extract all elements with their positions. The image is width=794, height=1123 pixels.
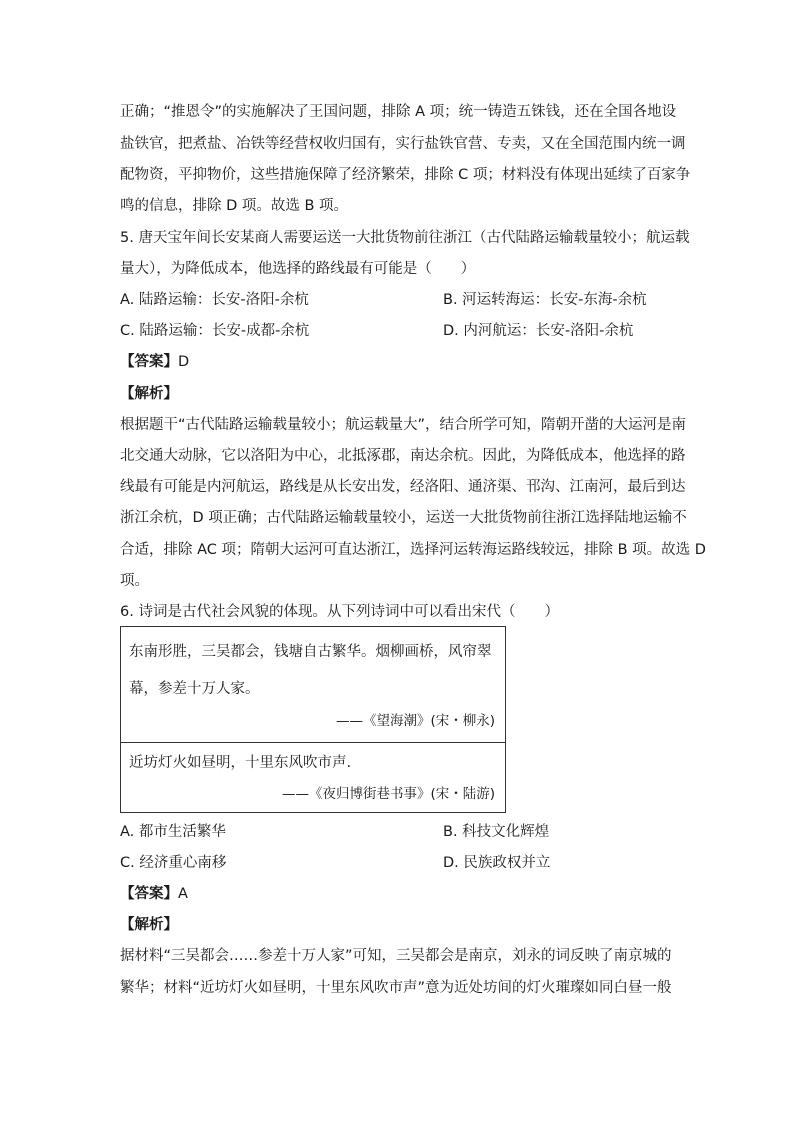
q5-analysis-line: 浙江余杭，D 项正确；古代陆路运输载量较小，运送一大批货物前往浙江选择陆地运输不	[120, 510, 687, 526]
poem1-line: 幕，参差十万人家。	[129, 681, 260, 697]
q5-option-c: C. 陆路运输：长安-成都-余杭	[120, 323, 310, 339]
paragraph-line: 正确；“推恩令”的实施解决了王国问题，排除 A 项；统一铸造五铢钱，还在全国各地设	[120, 104, 677, 120]
q6-option-d: D. 民族政权并立	[443, 855, 551, 871]
poem-table	[120, 626, 506, 813]
q5-answer	[120, 352, 189, 372]
q6-analysis-label: 【解析】	[120, 917, 178, 933]
answer-label: 【答案】	[120, 886, 178, 902]
paragraph-line: 鸣的信息，排除 D 项。故选 B 项。	[120, 198, 349, 214]
q6-option-c: C. 经济重心南移	[120, 855, 227, 871]
poem1-source: ——《望海潮》(宋・柳永)	[335, 713, 495, 729]
q5-analysis-line: 合适，排除 AC 项；隋朝大运河可直达浙江，选择河运转海运路线较远，排除 B 项。故选 D	[120, 542, 706, 558]
q6-option-a: A. 都市生活繁华	[120, 824, 226, 840]
q5-stem: 5. 唐天宝年间长安某商人需要运送一大批货物前往浙江（古代陆路运输载量较小；航运载	[120, 230, 690, 246]
q5-option-b: B. 河运转海运：长安-东海-余杭	[443, 292, 647, 308]
answer-value: A	[178, 886, 188, 902]
q6-stem: 6. 诗词是古代社会风貌的体现。从下列诗词中可以看出宋代（ ）	[120, 604, 559, 620]
answer-label: 【答案】	[120, 354, 178, 370]
q5-analysis-label: 【解析】	[120, 386, 178, 402]
q6-analysis-line: 据材料“三吴都会……参差十万人家”可知，三吴都会是南京，刘永的词反映了南京城的	[120, 948, 672, 964]
paragraph-line: 盐铁官，把煮盐、冶铁等经营权收归国有，实行盐铁官营、专卖，又在全国范围内统一调	[120, 136, 686, 152]
poem2-source: ——《夜归博街巷书事》(宋・陆游)	[281, 786, 495, 802]
q5-analysis-line: 项。	[120, 573, 149, 589]
q5-analysis-line: 线最有可能是内河航运，路线是从长安出发，经洛阳、通济渠、邗沟、江南河，最后到达	[120, 479, 686, 495]
q5-option-d: D. 内河航运：长安-洛阳-余杭	[443, 323, 634, 339]
answer-value: D	[178, 354, 190, 370]
q5-analysis-line: 根据题干“古代陆路运输载量较小；航运载量大”，结合所学可知，隋朝开凿的大运河是南	[120, 417, 687, 433]
poem1-line: 东南形胜，三吴都会，钱塘自古繁华。烟柳画桥，风帘翠	[129, 644, 492, 660]
poem2-line: 近坊灯火如昼明，十里东风吹市声.	[129, 755, 352, 771]
paragraph-line: 配物资，平抑物价，这些措施保障了经济繁荣，排除 C 项；材料没有体现出延续了百家争	[120, 167, 691, 183]
q5-option-a: A. 陆路运输：长安-洛阳-余杭	[120, 292, 309, 308]
table-divider	[121, 742, 505, 743]
q6-answer	[120, 884, 188, 904]
q5-analysis-line: 北交通大动脉，它以洛阳为中心，北抵涿郡，南达余杭。因此，为降低成本，他选择的路	[120, 448, 686, 464]
q6-option-b: B. 科技文化辉煌	[443, 824, 550, 840]
q6-analysis-line: 繁华；材料“近坊灯火如昼明，十里东风吹市声”意为近处坊间的灯火璀璨如同白昼一般	[120, 980, 672, 996]
q5-stem: 量大），为降低成本，他选择的路线最有可能是（ ）	[120, 261, 476, 277]
